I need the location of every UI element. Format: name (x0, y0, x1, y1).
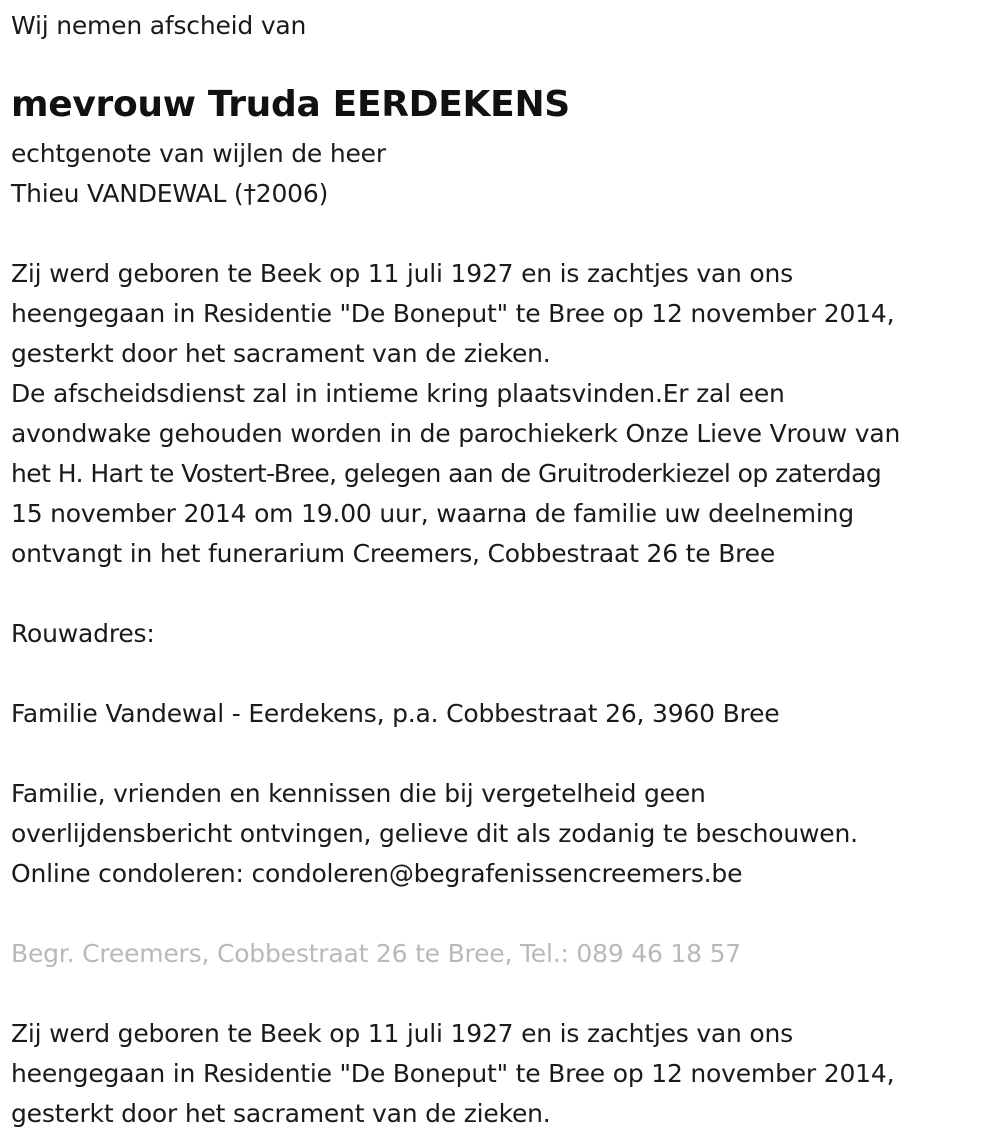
notice-line: Familie, vrienden en kennissen die bij vergetelheid geen (11, 779, 706, 808)
notice-section (11, 774, 858, 894)
intro-text: Wij nemen afscheid van (11, 11, 307, 40)
spouse-line: echtgenote van wijlen de heer (11, 139, 386, 168)
notice-line: overlijdensbericht ontvingen, gelieve dit als zodanig te beschouwen. (11, 819, 858, 848)
bio-line: Zij werd geboren te Beek op 11 juli 1927 en is zachtjes van ons (11, 259, 793, 288)
bio-line: avondwake gehouden worden in de parochiekerk Onze Lieve Vrouw van (11, 419, 901, 448)
biography-repeat-section (11, 1014, 894, 1134)
notice-line: Online condoleren: condoleren@begrafenissencreemers.be (11, 859, 743, 888)
bio-repeat-line: Zij werd geboren te Beek op 11 juli 1927 en is zachtjes van ons (11, 1019, 793, 1048)
bio-line: De afscheidsdienst zal in intieme kring plaatsvinden.Er zal een (11, 379, 785, 408)
spouse-section (11, 134, 386, 214)
biography-section (11, 254, 900, 574)
bio-repeat-line: heengegaan in Residentie "De Boneput" te Bree op 12 november 2014, (11, 1059, 895, 1088)
funeral-home-footer: Begr. Creemers, Cobbestraat 26 te Bree, Tel.: 089 46 18 57 (11, 939, 742, 968)
bio-line: 15 november 2014 om 19.00 uur, waarna de familie uw deelneming (11, 499, 854, 528)
bio-line: het H. Hart te Vostert-Bree, gelegen aan de Gruitroderkiezel op zaterdag (11, 459, 882, 488)
bio-line: gesterkt door het sacrament van de zieken. (11, 339, 551, 368)
rouwadres-address: Familie Vandewal - Eerdekens, p.a. Cobbestraat 26, 3960 Bree (11, 699, 780, 728)
rouwadres-label: Rouwadres: (11, 619, 155, 648)
bio-line: heengegaan in Residentie "De Boneput" te Bree op 12 november 2014, (11, 299, 895, 328)
bio-repeat-line: gesterkt door het sacrament van de zieken. (11, 1099, 551, 1128)
spouse-line: Thieu VANDEWAL (†2006) (11, 179, 329, 208)
deceased-name: mevrouw Truda EERDEKENS (11, 84, 570, 125)
bio-line: ontvangt in het funerarium Creemers, Cobbestraat 26 te Bree (11, 539, 776, 568)
